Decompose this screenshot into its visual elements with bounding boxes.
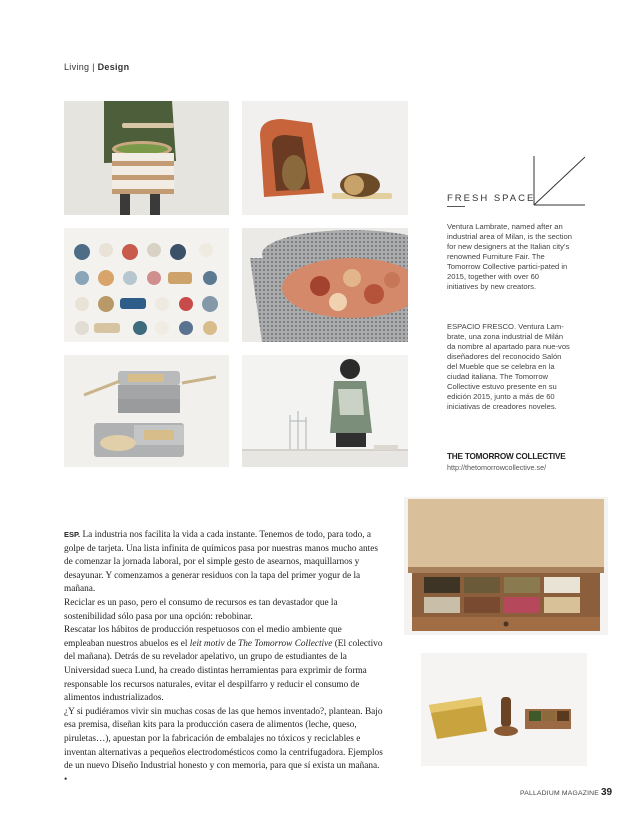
photo-person-carrying-planter <box>64 101 229 215</box>
article-paragraph <box>64 528 384 597</box>
paragraph-3b-text: de <box>224 638 239 649</box>
paragraph-1-text: La industria nos facilita la vida a cada instante. Tenemos de todo, para todo, a golpe de tarjeta. Una lista infinita de químicos pasa por nuestras manos mucho antes de comenzar la jornada laboral, por el simple gesto de asearnos, maquillarnos y desayunar. Y comenzamos a generar residuos con la tapa del primer yogur de la mañana. <box>64 530 378 595</box>
section-subcategory: Design <box>97 62 130 72</box>
photo-wooden-seed-box <box>404 497 608 635</box>
sidebar-spanish-text: ESPACIO FRESCO. Ventura Lam-brate, una zona industrial de Milán da nombre al apartado para nue-vos diseñadores del reconocido Salón del Mueble que se celebra en la ciudad italiana. The Tomorrow Collective estuvo presente en su edición 2015, junto a más de 60 iniciativas de creadores noveles. <box>447 322 570 411</box>
paragraph-3a-text: Rescatar los hábitos de producción respetuosos con el medio ambiente que empleaban nuestros abuelos es el <box>64 625 342 649</box>
article-paragraph <box>64 624 384 706</box>
photo-person-lab-setup <box>242 355 408 467</box>
photo-terracotta-bread-box <box>242 101 408 215</box>
credit-url[interactable]: http://thetomorrowcollective.se/ <box>447 463 547 472</box>
article-paragraph <box>64 706 384 788</box>
paragraph-3c-text: (El colectivo del mañana). Detrás de su revelador apelativo, un grupo de estudiantes de la Universidad sueca Lund, ha creado distintas herramientas para exprimir de forma responsable los recursos naturales, evitar el despilfarro y reducir el consumo de alimentos industrializados. <box>64 638 383 704</box>
sidebar-title: FRESH SPACE <box>447 193 536 204</box>
sidebar-rule <box>447 206 465 207</box>
photo-perforated-bowl <box>242 228 408 342</box>
page-number: 39 <box>601 787 613 798</box>
section-separator: | <box>92 62 95 72</box>
paragraph-4-text: ¿Y si pudiéramos vivir sin muchas cosas de las que hemos inventado?, plantean. Bajo esa premisa, diseñan kits para la producción casera de alimentos (leche, queso, piruletas…), apuestan por la fabricación de embalajes no tóxicos y reciclables e inventan alternativas a pequeños electrodomésticos como la centrifugadora. Ejemplos de un nuevo Diseño Industrial honesto y con memoria, para que sí exista un mañana. <box>64 706 383 772</box>
language-tag: ESP. <box>64 530 81 539</box>
photo-brass-and-wood-tools <box>421 653 587 766</box>
paragraph-3-emphasis-1: leit motiv <box>189 638 225 649</box>
section-category: Living <box>64 62 90 72</box>
photo-colored-tools-grid <box>64 228 229 342</box>
paragraph-3-emphasis-2: The Tomorrow Collective <box>238 638 333 649</box>
section-label <box>64 62 129 72</box>
photo-metal-tins <box>64 355 229 467</box>
diagonal-graphic <box>533 156 585 206</box>
sidebar-english-text: Ventura Lambrate, named after an industrial area of Milan, is the section for new designers at the Italian city’s renowned Furniture Fair. The Tomorrow Collective partici-pated in 2015, together with over 60 initiatives by new creators. <box>447 222 572 291</box>
article-paragraph: Reciclar es un paso, pero el consumo de recursos es tan devastador que la sostenibilidad sólo pasa por una opción: rebobinar. <box>64 597 338 622</box>
footer-magazine-name: PALLADIUM MAGAZINE <box>520 790 600 797</box>
credit-title: THE TOMORROW COLLECTIVE <box>447 452 566 461</box>
end-mark: • <box>64 774 68 785</box>
article-body <box>64 528 384 787</box>
